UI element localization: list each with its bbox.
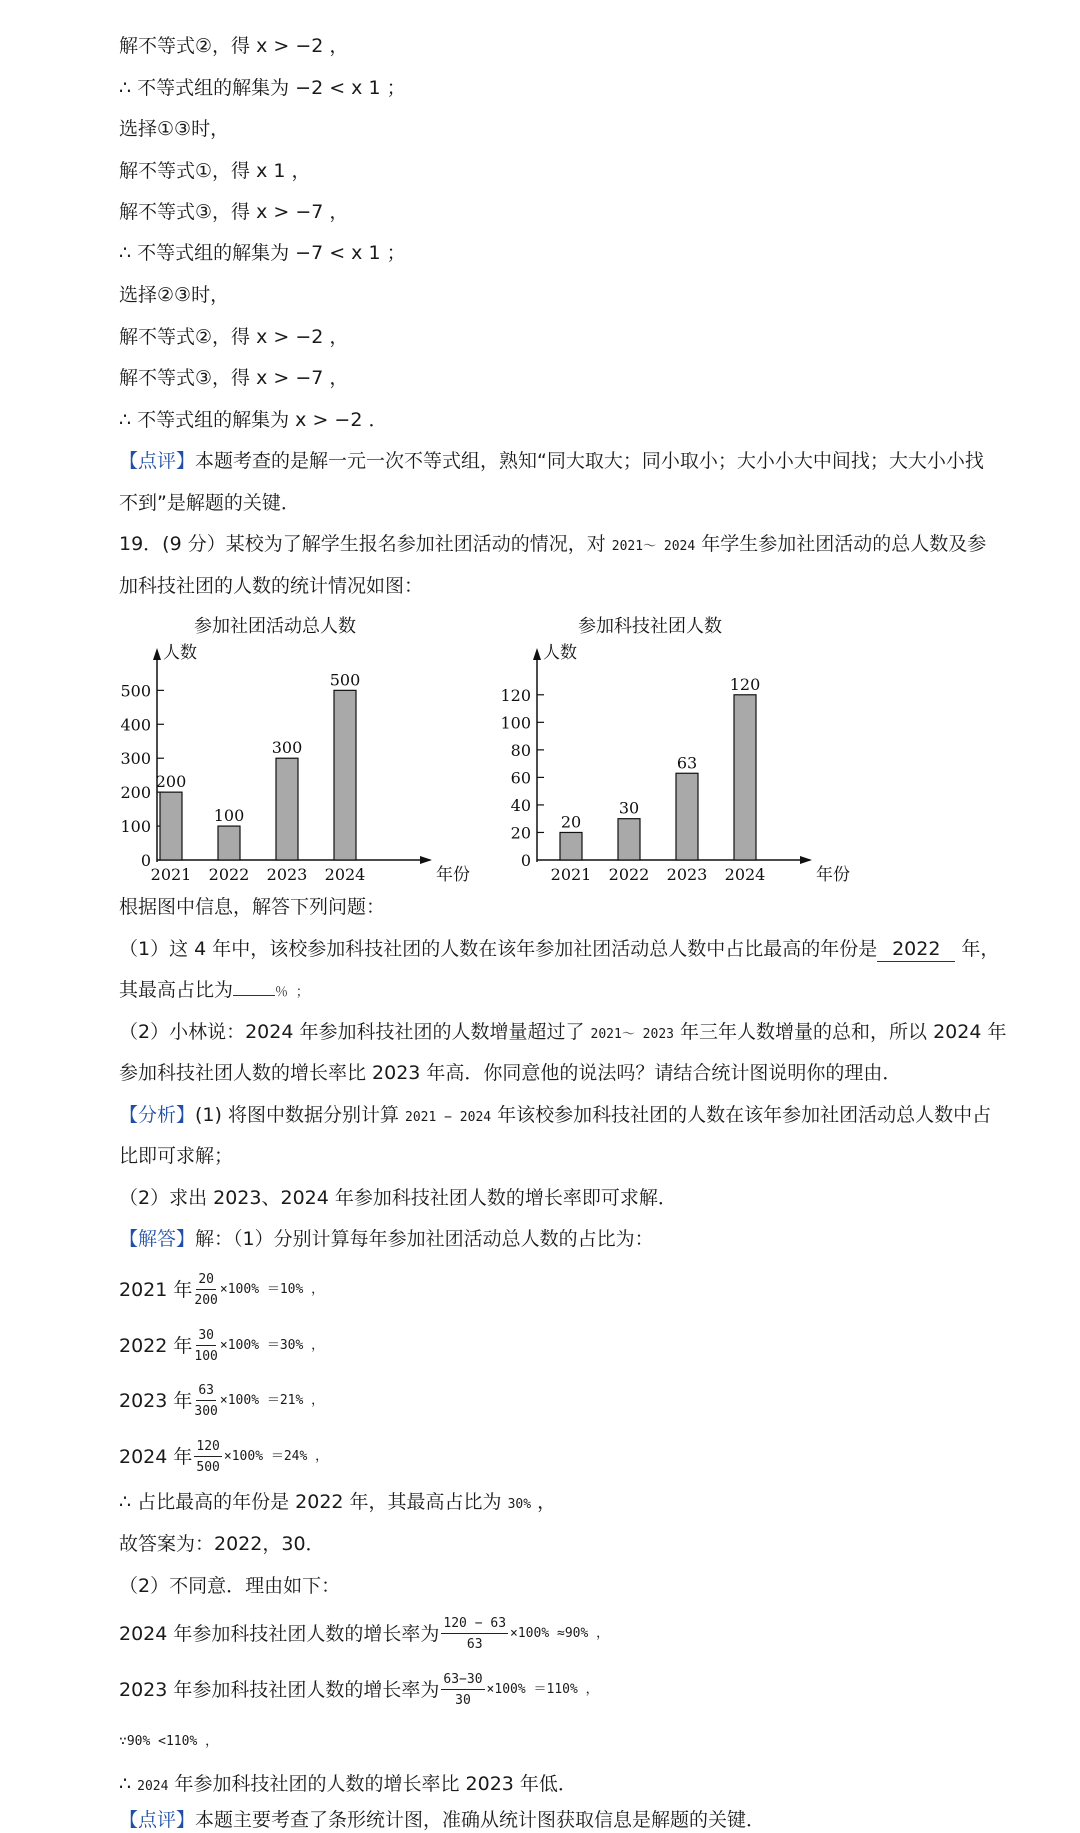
y-tick-label: 400	[120, 715, 151, 735]
analysis-tag: 【分析】	[119, 1104, 196, 1126]
analysis-line: 比即可求解；	[119, 1145, 234, 1167]
x-axis-label: 年份	[436, 865, 470, 885]
fraction: $\frac{20}{200}$	[194, 1272, 218, 1308]
y-axis-label: 人数	[543, 643, 577, 663]
year-label: 2021 年	[119, 1279, 193, 1301]
y-tick-label: 0	[520, 851, 531, 870]
y-axis-arrow	[533, 648, 541, 660]
growth-row	[119, 1612, 609, 1656]
q1-text: 年，	[961, 938, 1000, 960]
solution-text: 年参加科技社团的人数的增长率比 2023 年低．	[168, 1773, 577, 1795]
y-tick-label: 60	[510, 768, 531, 788]
fraction-result: ×100% ＝24% ，	[223, 1449, 329, 1464]
bar-charts	[100, 612, 850, 885]
y-tick-label: 40	[510, 795, 531, 815]
text-line: 解不等式③，得 x > −7 ，	[119, 201, 349, 223]
x-tick-label: 2023	[666, 865, 708, 884]
question-2	[119, 1020, 1006, 1047]
x-tick-label: 2021	[550, 865, 592, 884]
x-tick-label: 2024	[324, 865, 366, 884]
solution-text: ∴	[119, 1773, 138, 1795]
x-axis-arrow	[420, 856, 432, 864]
y-tick-label: 100	[500, 713, 531, 733]
comment-line: 不到”是解题的关键．	[119, 492, 300, 514]
analysis-text: 年该校参加科技社团的人数在该年参加社团活动总人数中占	[491, 1104, 992, 1126]
comment-line	[119, 1808, 765, 1832]
question-19-line: 加科技社团的人数的统计情况如图：	[119, 575, 424, 597]
y-tick-label: 500	[120, 681, 151, 701]
solution-line	[119, 1772, 577, 1799]
data-label: 63	[676, 753, 698, 773]
answer-blank: 2022	[877, 937, 955, 962]
fraction-result: ×100% ＝30% ，	[219, 1338, 325, 1353]
data-label: 300	[271, 738, 303, 758]
fraction-result: ×100% ＝21% ，	[219, 1393, 325, 1408]
chart-title: 参加科技社团人数	[578, 616, 722, 637]
year-label: 2023 年	[119, 1390, 193, 1412]
x-tick-label: 2022	[208, 865, 250, 884]
text-line: ∴ 不等式组的解集为 −2 < x 1 ；	[119, 77, 406, 99]
percent-value: 30%	[507, 1497, 532, 1512]
data-label: 30	[618, 798, 640, 818]
fraction-row	[119, 1381, 324, 1421]
y-tick-label: 300	[120, 749, 151, 769]
comment-tag: 【点评】	[119, 1809, 196, 1831]
y-axis-arrow	[153, 648, 161, 660]
data-label: 200	[155, 772, 187, 792]
fraction: $\frac{30}{100}$	[194, 1328, 218, 1364]
analysis-text: (1) 将图中数据分别计算	[195, 1104, 406, 1126]
y-tick-label: 200	[120, 783, 151, 803]
solution-line: （2）不同意．理由如下：	[119, 1575, 341, 1597]
text-line: 解不等式②，得 x > −2 ，	[119, 35, 349, 57]
bar	[618, 819, 640, 860]
text-line: ∴ 不等式组的解集为 −7 < x 1 ；	[119, 242, 406, 264]
solution-line: ∵90% <110% ，	[119, 1734, 219, 1749]
analysis-line: （2）求出 2023、2024 年参加科技社团人数的增长率即可求解．	[119, 1187, 677, 1209]
fraction-row	[119, 1270, 324, 1310]
question-2: 参加科技社团人数的增长率比 2023 年高．你同意他的说法吗？请结合统计图说明你的理由．	[119, 1062, 902, 1084]
data-label: 100	[213, 806, 245, 826]
q19-text: 19．(9 分）某校为了解学生报名参加社团活动的情况，对	[119, 533, 612, 555]
x-axis-arrow	[800, 856, 812, 864]
x-tick-label: 2023	[266, 865, 308, 884]
analysis-line	[119, 1103, 991, 1130]
solution-text: ∴ 占比最高的年份是 2022 年，其最高占比为	[119, 1491, 508, 1513]
fraction: $\frac{63-30}{30}$	[443, 1672, 483, 1708]
growth-text: 2024 年参加科技社团人数的增长率为	[119, 1623, 440, 1645]
comment-tag: 【点评】	[119, 450, 196, 472]
fraction-result: ×100% ＝110% ，	[486, 1682, 599, 1697]
bar	[676, 773, 698, 860]
q2-text: （2）小林说：2024 年参加科技社团的人数增量超过了	[119, 1021, 591, 1043]
year-value: 2024	[137, 1779, 169, 1794]
comment-text: 本题考查的是解一元一次不等式组，熟知“同大取大；同小取小；大小小大中间找；大大小小找	[195, 450, 984, 472]
solution-line	[119, 1490, 556, 1517]
question-19-line	[119, 532, 986, 559]
x-axis-label: 年份	[816, 865, 850, 885]
bar	[334, 690, 356, 860]
text-line: 选择①③时，	[119, 118, 230, 140]
fraction-result: ×100% ＝10% ，	[219, 1282, 325, 1297]
bar	[276, 758, 298, 860]
y-tick-label: 120	[500, 685, 531, 705]
year-label: 2022 年	[119, 1335, 193, 1357]
y-tick-label: 20	[510, 823, 531, 843]
empty-blank	[233, 995, 275, 996]
solution-text: 解：（1）分别计算每年参加社团活动总人数的占比为：	[195, 1228, 654, 1250]
year-range: 2021～ 2024	[611, 539, 696, 554]
text-line: ∴ 不等式组的解集为 x > −2 ．	[119, 409, 388, 431]
year-label: 2024 年	[119, 1446, 193, 1468]
q1-text: 其最高占比为	[119, 979, 234, 1001]
q1-text: （1）这 4 年中，该校参加科技社团的人数在该年参加社团活动总人数中占比最高的年份是	[119, 938, 878, 960]
x-tick-label: 2022	[608, 865, 650, 884]
data-label: 500	[329, 670, 361, 690]
comment-line	[119, 449, 984, 473]
bar	[560, 832, 582, 860]
y-tick-label: 80	[510, 740, 531, 760]
data-label: 20	[560, 812, 582, 832]
solution-tag: 【解答】	[119, 1228, 196, 1250]
y-tick-label: 0	[140, 851, 151, 870]
text-line: 选择②③时，	[119, 284, 230, 306]
text-line: 根据图中信息，解答下列问题：	[119, 896, 386, 918]
fraction-row	[119, 1326, 324, 1366]
year-range: 2021～ 2023	[590, 1027, 674, 1042]
solution-text: ，	[531, 1491, 557, 1513]
year-range: 2021 − 2024	[405, 1110, 492, 1125]
growth-row	[119, 1668, 599, 1712]
text-line: 解不等式①，得 x 1 ，	[119, 160, 311, 182]
y-axis-label: 人数	[163, 643, 197, 663]
growth-text: 2023 年参加科技社团人数的增长率为	[119, 1679, 440, 1701]
comment-text: 本题主要考查了条形统计图，准确从统计图获取信息是解题的关键．	[195, 1809, 766, 1831]
q2-text: 年三年人数增量的总和，所以 2024 年	[673, 1021, 1007, 1043]
q1-text: ％ ；	[275, 985, 309, 1000]
question-1	[119, 978, 309, 1005]
fraction-row	[119, 1437, 328, 1477]
x-tick-label: 2024	[724, 865, 766, 884]
question-1	[119, 937, 999, 962]
fraction-result: ×100% ≈90% ，	[510, 1626, 610, 1641]
bar	[734, 695, 756, 860]
x-tick-label: 2021	[150, 865, 192, 884]
fraction: $\frac{120 - 63}{63}$	[443, 1616, 507, 1652]
y-tick-label: 100	[120, 817, 151, 837]
bar	[160, 792, 182, 860]
text-line: 解不等式③，得 x > −7 ，	[119, 367, 349, 389]
text-line: 解不等式②，得 x > −2 ，	[119, 326, 349, 348]
q19-text: 年学生参加社团活动的总人数及参	[695, 533, 987, 555]
fraction: $\frac{120}{500}$	[196, 1439, 220, 1475]
solution-line: 故答案为：2022，30．	[119, 1533, 325, 1555]
chart-title: 参加社团活动总人数	[194, 616, 356, 637]
solution-line	[119, 1227, 654, 1251]
bar	[218, 826, 240, 860]
fraction: $\frac{63}{300}$	[194, 1383, 218, 1419]
data-label: 120	[729, 674, 761, 694]
